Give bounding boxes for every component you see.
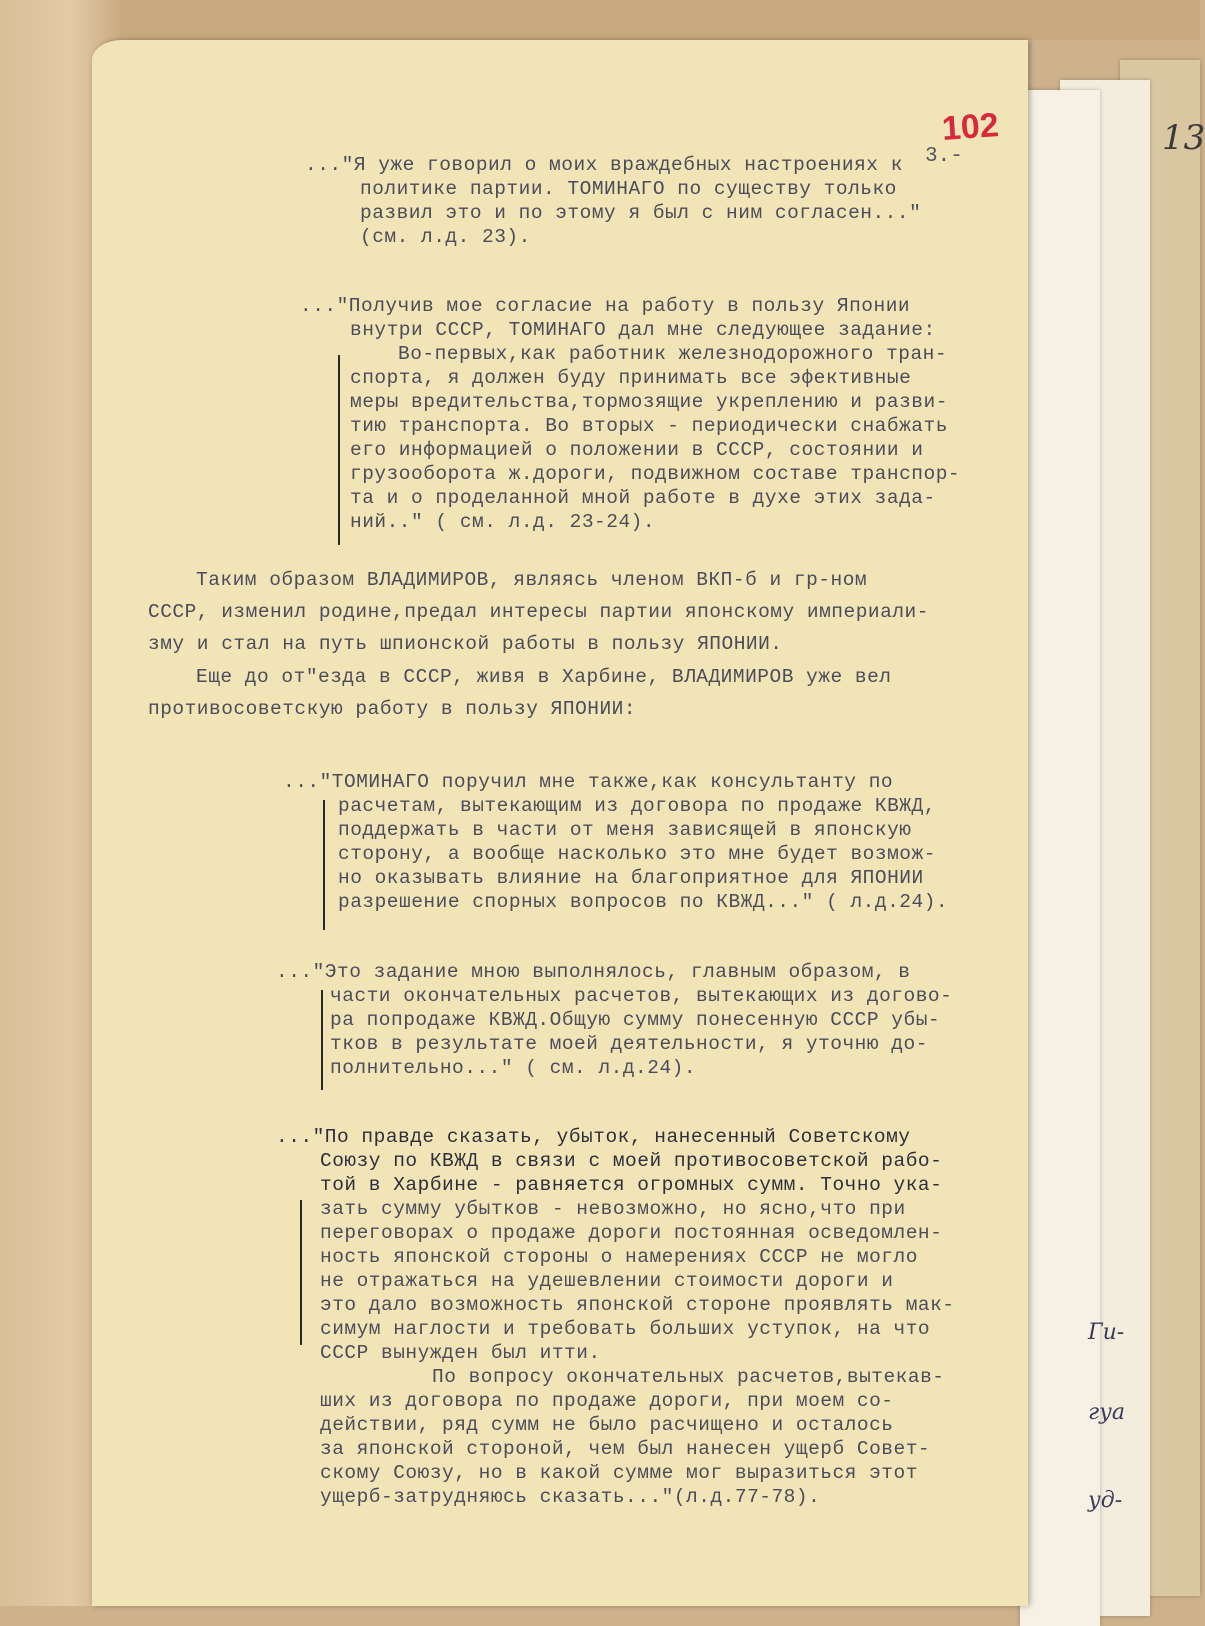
text-line: ний.." ( см. л.д. 23-24). — [350, 511, 656, 533]
text-line: переговорах о продаже дороги постоянная осведомлен- — [320, 1222, 943, 1244]
text-line: симум наглости и требовать больших уступок, на что — [320, 1318, 931, 1340]
folder-background — [0, 0, 1200, 40]
text-line: СССР, изменил родине,предал интересы партии японскому империали- — [148, 601, 929, 623]
folio-number: 102 — [940, 106, 1000, 148]
text-line: Еще до от"езда в СССР, живя в Харбине, ВЛАДИМИРОВ уже вел — [196, 666, 892, 688]
margin-bracket — [338, 355, 340, 545]
text-line: тков в результате моей деятельности, я уточню до- — [330, 1033, 928, 1055]
text-line: расчетам, вытекающим из договора по продаже КВЖД, — [338, 795, 936, 817]
sheet-number: 13 — [1162, 118, 1205, 158]
text-line: его информацией о положении в СССР, состоянии и — [350, 439, 924, 461]
margin-note: гуа — [1088, 1400, 1125, 1425]
text-line: внутри СССР, ТОМИНАГО дал мне следующее задание: — [350, 319, 936, 341]
text-line: зму и стал на путь шпионской работы в пользу ЯПОНИИ. — [148, 633, 783, 655]
margin-note: уд- — [1088, 1488, 1123, 1513]
text-line: ..."Получив мое согласие на работу в пользу Японии — [300, 295, 911, 317]
text-line: противосоветскую работу в пользу ЯПОНИИ: — [148, 698, 637, 720]
text-line: политике партии. ТОМИНАГО по существу только — [360, 178, 897, 200]
text-line: ность японской стороны о намерениях СССР не могло — [320, 1246, 918, 1268]
text-line: спорта, я должен буду принимать все эфективные — [350, 367, 912, 389]
text-line: ..."ТОМИНАГО поручил мне также,как консультанту по — [283, 771, 894, 793]
text-line: грузооборота ж.дороги, подвижном составе транспор- — [350, 463, 961, 485]
text-line: но оказывать влияние на благоприятное для ЯПОНИИ — [338, 867, 924, 889]
text-line: та и о проделанной мной работе в духе этих зада- — [350, 487, 936, 509]
text-line: скому Союзу, но в какой сумме мог выразиться этот — [320, 1462, 918, 1484]
text-line: Таким образом ВЛАДИМИРОВ, являясь членом ВКП-б и гр-ном — [196, 569, 868, 591]
text-line: ра попродаже КВЖД.Общую сумму понесенную СССР убы- — [330, 1009, 941, 1031]
text-line: (см. л.д. 23). — [360, 226, 531, 248]
text-line: ..."По правде сказать, убыток, нанесенный Советскому — [276, 1126, 911, 1148]
text-line: Союзу по КВЖД в связи с моей противосоветской рабо- — [320, 1150, 943, 1172]
page-number: 3.- — [925, 145, 963, 168]
text-line: зать сумму убытков - невозможно, но ясно,что при — [320, 1198, 906, 1220]
text-line: СССР вынужден был итти. — [320, 1342, 601, 1364]
text-line: той в Харбине - равняется огромных сумм. Точно ука- — [320, 1174, 943, 1196]
text-line: это дало возможность японской стороне проявлять мак- — [320, 1294, 955, 1316]
text-line: полнительно..." ( см. л.д.24). — [330, 1057, 697, 1079]
text-line: ших из договора по продаже дороги, при моем со- — [320, 1390, 894, 1412]
back-sheet — [1020, 90, 1100, 1626]
text-line: развил это и по этому я был с ним согласен..." — [360, 202, 922, 224]
margin-bracket — [321, 990, 323, 1090]
text-line: меры вредительства,тормозящие укреплению и разви- — [350, 391, 948, 413]
text-line: ..."Это задание мною выполнялось, главным образом, в — [276, 961, 911, 983]
text-line: разрешение спорных вопросов по КВЖД..." ( л.д.24). — [338, 891, 949, 913]
text-line: тию транспорта. Во вторых - периодически снабжать — [350, 415, 948, 437]
text-line: не отражаться на удешевлении стоимости дороги и — [320, 1270, 894, 1292]
margin-bracket — [323, 800, 325, 930]
text-line: за японской стороной, чем был нанесен ущерб Совет- — [320, 1438, 931, 1460]
text-line: ущерб-затрудняюсь сказать..."(л.д.77-78). — [320, 1486, 821, 1508]
text-line: сторону, а вообще насколько это мне будет возмож- — [338, 843, 936, 865]
text-line: По вопросу окончательных расчетов,вытекав- — [432, 1366, 945, 1388]
text-line: ..."Я уже говорил о моих враждебных настроениях к — [305, 154, 903, 176]
margin-note: Ги- — [1088, 1320, 1125, 1345]
text-line: поддержать в части от меня зависящей в японскую — [338, 819, 912, 841]
text-line: части окончательных расчетов, вытекающих из догово- — [330, 985, 953, 1007]
text-line: Во-первых,как работник железнодорожного тран- — [398, 343, 948, 365]
text-line: действии, ряд сумм не было расчищено и осталось — [320, 1414, 894, 1436]
margin-bracket — [300, 1200, 302, 1345]
